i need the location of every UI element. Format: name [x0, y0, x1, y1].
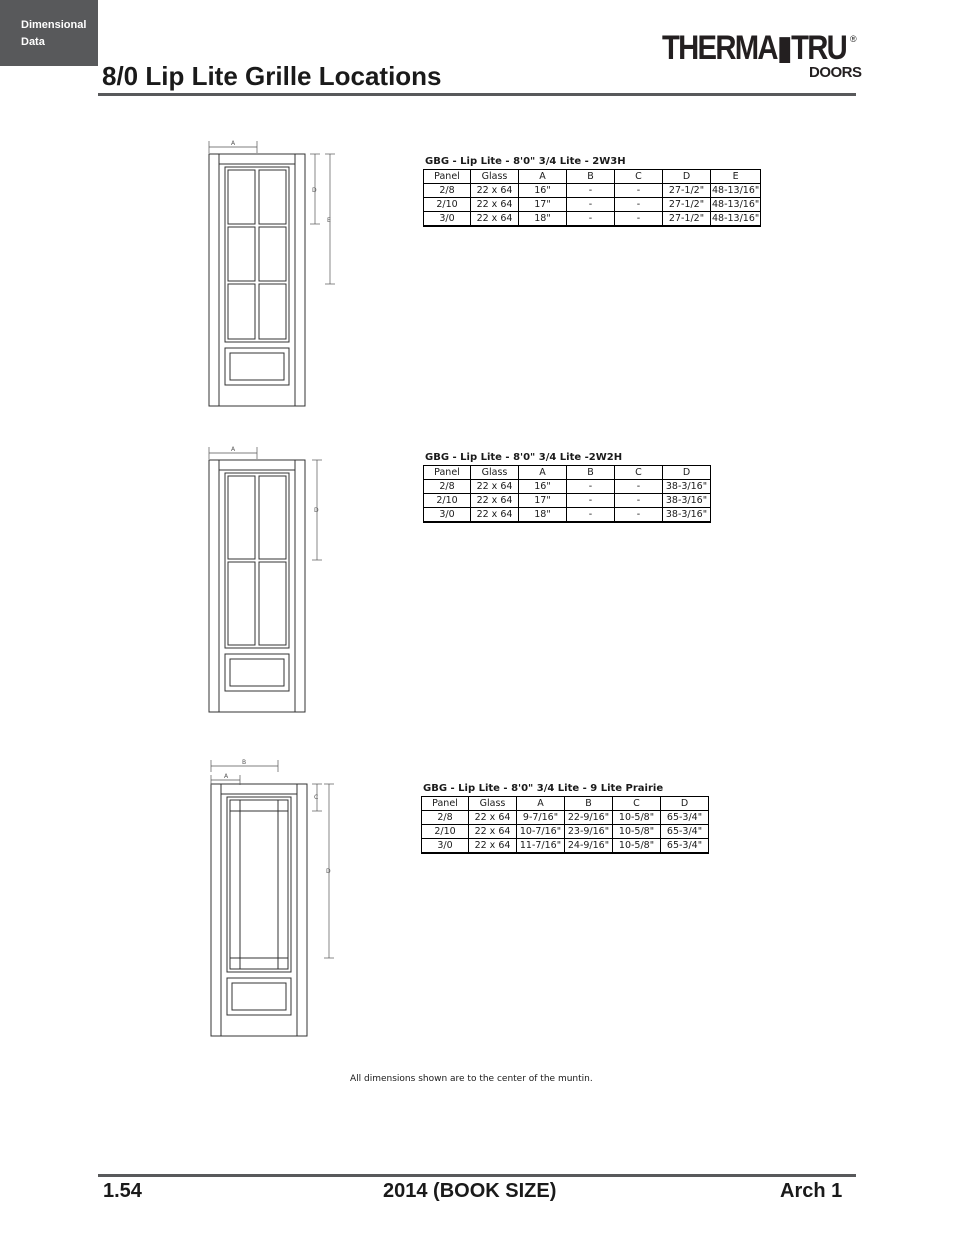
- cell: 24-9/16": [565, 839, 613, 854]
- col-header: A: [519, 466, 567, 480]
- col-header: B: [567, 170, 615, 184]
- cell: 10-5/8": [613, 839, 661, 854]
- cell: 10-5/8": [613, 825, 661, 839]
- cell: 23-9/16": [565, 825, 613, 839]
- cell: 16": [519, 184, 567, 198]
- col-header: C: [613, 797, 661, 811]
- spec-table-9-lite-prairie: [421, 783, 709, 854]
- table-row: [424, 494, 711, 508]
- table-row: [424, 480, 711, 494]
- cell: 22 x 64: [471, 198, 519, 212]
- table-header-row: [424, 170, 761, 184]
- cell: 22 x 64: [469, 825, 517, 839]
- cell: 22 x 64: [471, 184, 519, 198]
- cell: -: [615, 494, 663, 508]
- table-row: [422, 839, 709, 854]
- footer-rule: [98, 1174, 856, 1177]
- col-header: Glass: [471, 466, 519, 480]
- cell: -: [567, 508, 615, 523]
- col-header: E: [711, 170, 761, 184]
- cell: 48-13/16": [712, 185, 760, 196]
- glass-lites-prairie: [227, 797, 291, 972]
- table-row: [424, 212, 761, 227]
- door-outline: [209, 154, 305, 406]
- cell: 48-13/16": [712, 213, 760, 224]
- dim-label-d: D: [326, 868, 331, 875]
- cell: 17": [519, 494, 567, 508]
- cell: 10-7/16": [517, 825, 565, 839]
- glass-lites-2w2h: [225, 473, 289, 648]
- cell: 65-3/4": [661, 825, 709, 839]
- bottom-panel: [227, 978, 291, 1015]
- cell: 65-3/4": [661, 839, 709, 854]
- bottom-panel: [225, 654, 289, 691]
- table-caption: GBG - Lip Lite - 8'0" 3/4 Lite - 2W3H: [425, 156, 626, 167]
- cell: 22 x 64: [471, 212, 519, 227]
- section-tab-line-1: Dimensional: [21, 19, 87, 31]
- cell: 22 x 64: [471, 508, 519, 523]
- cell: 18": [519, 508, 567, 523]
- cell: -: [567, 212, 615, 227]
- cell: 3/0: [424, 212, 471, 227]
- cell: -: [567, 494, 615, 508]
- cell: 2/10: [422, 825, 469, 839]
- table-caption: GBG - Lip Lite - 8'0" 3/4 Lite - 9 Lite Prairie: [423, 783, 664, 794]
- dim-label-a: A: [231, 140, 236, 147]
- cell: 22 x 64: [469, 839, 517, 854]
- col-header: C: [615, 466, 663, 480]
- dim-label-b: B: [242, 759, 247, 766]
- col-header: B: [567, 466, 615, 480]
- col-header: Panel: [424, 170, 471, 184]
- dim-label-a: A: [231, 446, 236, 453]
- table-caption: GBG - Lip Lite - 8'0" 3/4 Lite -2W2H: [425, 452, 623, 463]
- col-header: Panel: [422, 797, 469, 811]
- page-number: 1.54: [103, 1180, 142, 1202]
- col-header: D: [663, 170, 711, 184]
- dim-label-c: C: [314, 794, 319, 801]
- table-header-row: [422, 797, 709, 811]
- cell: 2/10: [424, 494, 471, 508]
- cell: 2/8: [422, 811, 469, 825]
- cell: 3/0: [422, 839, 469, 854]
- cell: -: [615, 480, 663, 494]
- cell: 27-1/2": [663, 198, 711, 212]
- cell: 17": [519, 198, 567, 212]
- logo-registered-mark: ®: [850, 34, 857, 44]
- cell: 16": [519, 480, 567, 494]
- cell: 2/8: [424, 184, 471, 198]
- header-rule: [98, 93, 856, 96]
- cell: 3/0: [424, 508, 471, 523]
- col-header: Panel: [424, 466, 471, 480]
- edition-label: 2014 (BOOK SIZE): [383, 1180, 557, 1202]
- cell: -: [615, 198, 663, 212]
- logo-doors-text: DOORS: [809, 64, 862, 81]
- door-diagram-9-lite-prairie: [200, 753, 340, 1043]
- table-row: [424, 508, 711, 523]
- col-header: Glass: [471, 170, 519, 184]
- col-header: C: [615, 170, 663, 184]
- col-header: B: [565, 797, 613, 811]
- section-tab: [0, 0, 98, 66]
- cell: 10-5/8": [613, 811, 661, 825]
- door-outline: [209, 460, 305, 712]
- cell: 22 x 64: [469, 811, 517, 825]
- table-row: [424, 198, 761, 212]
- cell: -: [615, 508, 663, 523]
- spec-table-2w3h: [423, 156, 761, 227]
- cell: -: [567, 184, 615, 198]
- col-header: D: [663, 466, 711, 480]
- cell: 2/8: [424, 480, 471, 494]
- section-tab-line-2: Data: [21, 36, 45, 48]
- cell: 22-9/16": [565, 811, 613, 825]
- cell: 38-3/16": [663, 480, 711, 494]
- dim-label-e: E: [327, 217, 331, 224]
- col-header: Glass: [469, 797, 517, 811]
- dim-label-d: D: [314, 507, 319, 514]
- door-diagram-2w2h: [200, 440, 340, 720]
- table-row: [422, 825, 709, 839]
- cell: 11-7/16": [517, 839, 565, 854]
- cell: 48-13/16": [712, 199, 760, 210]
- table-row: [422, 811, 709, 825]
- table-row: [424, 184, 761, 198]
- cell: 65-3/4": [661, 811, 709, 825]
- cell: -: [567, 198, 615, 212]
- page-title: 8/0 Lip Lite Grille Locations: [102, 61, 442, 91]
- bottom-panel: [225, 348, 289, 385]
- cell: -: [567, 480, 615, 494]
- door-diagram-2w3h: [200, 134, 340, 414]
- cell: 22 x 64: [471, 480, 519, 494]
- cell: 27-1/2": [663, 184, 711, 198]
- door-outline: [211, 784, 307, 1036]
- cell: -: [615, 184, 663, 198]
- glass-lites-2w3h: [225, 167, 289, 342]
- logo-brand-text: THERMA▮TRU: [662, 29, 847, 67]
- dim-label-a: A: [224, 773, 229, 780]
- cell: -: [615, 212, 663, 227]
- cell: 38-3/16": [663, 494, 711, 508]
- section-label: Arch 1: [780, 1180, 843, 1202]
- dim-label-d: D: [312, 187, 317, 194]
- dimension-lines: [211, 760, 334, 958]
- cell: 9-7/16": [517, 811, 565, 825]
- cell: 22 x 64: [471, 494, 519, 508]
- cell: 38-3/16": [663, 508, 711, 523]
- cell: 2/10: [424, 198, 471, 212]
- col-header: A: [519, 170, 567, 184]
- col-header: D: [661, 797, 709, 811]
- col-header: A: [517, 797, 565, 811]
- brand-logo: [662, 30, 862, 86]
- dimension-note: All dimensions shown are to the center of the muntin.: [350, 1074, 593, 1084]
- cell: 27-1/2": [663, 212, 711, 227]
- spec-table-2w2h: [423, 452, 711, 523]
- table-header-row: [424, 466, 711, 480]
- cell: 18": [519, 212, 567, 227]
